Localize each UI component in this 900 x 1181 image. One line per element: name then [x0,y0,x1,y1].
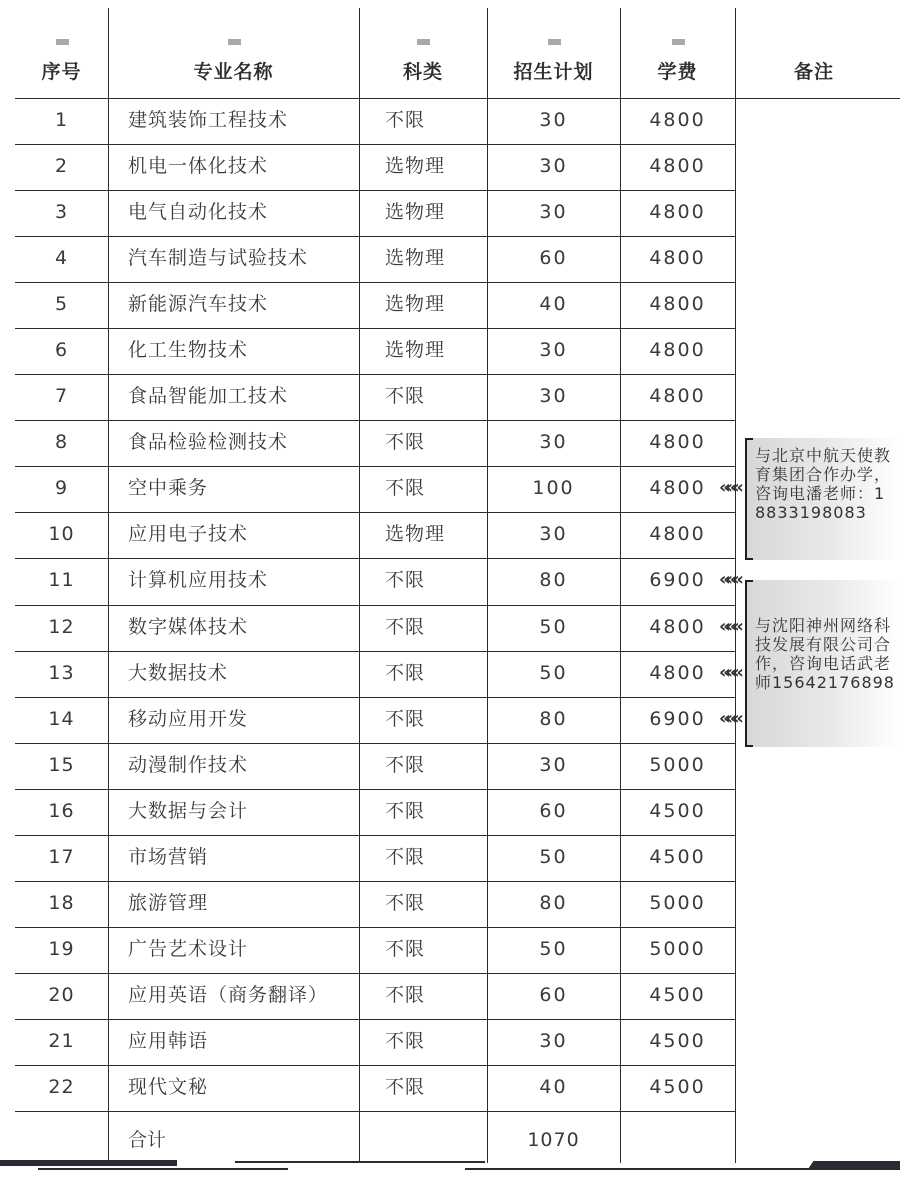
major-name: 动漫制作技术 [128,753,249,776]
remark-text: 与北京中航天使教育集团合作办学，咨询电潘老师：18833198083 [755,446,892,522]
subject-category: 不限 [385,661,426,684]
row-number: 20 [48,983,75,1006]
subject-category: 不限 [385,845,426,868]
enrollment-plan: 30 [539,109,568,131]
enrollment-plan: 30 [539,431,568,454]
subject-category: 不限 [385,799,426,822]
triple-chevron-left-icon: ««« [719,707,739,729]
major-name: 食品智能加工技术 [128,385,289,408]
tuition-fee: 4800 [649,339,706,362]
subject-category: 不限 [385,385,426,408]
enrollment-plan: 60 [539,983,568,1006]
remark-box-beijing [745,438,900,560]
tuition-fee: 4500 [649,1029,706,1052]
major-name: 现代文秘 [128,1075,209,1098]
header-remarks: 备注 [793,61,834,83]
decor-bar [38,1168,288,1170]
tuition-fee: 4800 [649,477,706,500]
tuition-fee: 6900 [649,569,706,592]
subject-category: 选物理 [385,247,446,270]
enrollment-plan: 80 [539,569,568,592]
header-marker-icon [548,39,561,45]
header-no: 序号 [15,0,108,98]
tuition-fee: 4800 [649,523,706,546]
enrollment-plan: 30 [539,155,568,178]
major-name: 移动应用开发 [128,707,249,730]
row-number: 7 [54,385,69,408]
remark-text: 与沈阳神州网络科技发展有限公司合作，咨询电话武老师15642176898 [755,616,895,692]
subject-category: 不限 [385,937,426,960]
table-row [0,374,900,420]
row-number: 22 [48,1075,75,1098]
major-name: 市场营销 [128,845,209,868]
major-name: 新能源汽车技术 [128,293,269,316]
header-marker-icon [56,39,69,45]
subject-category: 选物理 [385,523,446,546]
tuition-fee: 4500 [649,983,706,1006]
enrollment-plan: 60 [539,799,568,822]
major-name: 食品检验检测技术 [128,431,289,454]
major-name: 空中乘务 [128,477,209,500]
row-number: 11 [48,569,75,592]
enrollment-plan: 40 [539,293,568,316]
row-number: 15 [48,753,75,776]
row-number: 9 [54,477,69,500]
table-row [0,743,900,789]
major-name: 化工生物技术 [128,339,249,362]
subject-category: 不限 [385,477,426,500]
major-name: 计算机应用技术 [128,569,269,592]
triple-chevron-left-icon: ««« [719,477,739,499]
subject-category: 不限 [385,109,426,131]
enrollment-plan: 30 [539,339,568,362]
major-name: 广告艺术设计 [128,937,249,960]
row-number: 12 [48,615,75,638]
header-category: 科类 [359,0,487,98]
remark-box-shenyang [745,580,900,747]
bracket-icon [745,580,753,747]
bracket-icon [745,438,753,560]
row-number: 16 [48,799,75,822]
tuition-fee: 5000 [649,891,706,914]
major-name: 汽车制造与试验技术 [128,247,309,270]
subject-category: 不限 [385,1029,426,1052]
subject-category: 不限 [385,753,426,776]
row-number: 3 [54,201,69,224]
enrollment-plan: 30 [539,1029,568,1052]
tuition-fee: 4500 [649,799,706,822]
table-row [0,835,900,881]
table-row [0,328,900,374]
tuition-fee: 5000 [649,753,706,776]
subject-category: 选物理 [385,155,446,178]
major-name: 旅游管理 [128,891,209,914]
table-row [0,282,900,328]
decor-bar [235,1161,485,1163]
enrollment-plan: 50 [539,937,568,960]
major-name: 大数据技术 [128,661,229,684]
subject-category: 不限 [385,983,426,1006]
subject-category: 选物理 [385,293,446,316]
tuition-fee: 5000 [649,937,706,960]
subject-category: 不限 [385,1075,426,1098]
enrollment-plan: 50 [539,661,568,684]
row-number: 8 [54,431,69,454]
decor-bar [808,1161,900,1169]
tuition-fee: 6900 [649,707,706,730]
row-number: 6 [54,339,69,362]
table-row [0,973,900,1019]
table-row [0,1019,900,1065]
major-name: 应用电子技术 [128,523,249,546]
table-row [0,190,900,236]
major-name: 建筑装饰工程技术 [128,109,289,131]
subject-category: 不限 [385,431,426,454]
header-name: 专业名称 [108,0,359,98]
header-marker-icon [417,39,430,45]
table-row [0,927,900,973]
enrollment-plan: 60 [539,247,568,270]
subject-category: 选物理 [385,339,446,362]
row-number: 5 [54,293,69,316]
table-row [0,236,900,282]
tuition-fee: 4500 [649,1075,706,1098]
subject-category: 选物理 [385,201,446,224]
enrollment-plan: 30 [539,201,568,224]
tuition-fee: 4800 [649,385,706,408]
tuition-fee: 4800 [649,247,706,270]
tuition-fee: 4800 [649,431,706,454]
subject-category: 不限 [385,707,426,730]
row-number: 18 [48,891,75,914]
triple-chevron-left-icon: ««« [719,569,739,591]
major-name: 应用英语（商务翻译） [128,983,329,1006]
header-plan: 招生计划 [487,0,620,98]
table-row [0,98,900,144]
enrollment-plan: 80 [539,707,568,730]
total-plan: 1070 [527,1129,580,1151]
row-number: 19 [48,937,75,960]
enrollment-plan: 30 [539,753,568,776]
table-row [0,881,900,927]
decor-bar [0,1160,177,1166]
triple-chevron-left-icon: ««« [719,615,739,637]
row-number: 13 [48,661,75,684]
row-number: 1 [54,109,69,131]
major-name: 应用韩语 [128,1029,209,1052]
major-name: 大数据与会计 [128,799,249,822]
tuition-fee: 4800 [649,293,706,316]
header-fee: 学费 [620,0,735,98]
row-number: 14 [48,707,75,730]
total-label: 合计 [128,1129,167,1151]
enrollment-plan: 50 [539,615,568,638]
subject-category: 不限 [385,569,426,592]
table-row [0,144,900,190]
row-divider [15,1111,735,1112]
row-number: 4 [54,247,69,270]
tuition-fee: 4800 [649,615,706,638]
major-name: 电气自动化技术 [128,201,269,224]
triple-chevron-left-icon: ««« [719,661,739,683]
tuition-fee: 4800 [649,201,706,224]
header-marker-icon [672,39,685,45]
enrollment-plan: 30 [539,523,568,546]
table-row [0,1065,900,1111]
tuition-fee: 4800 [649,109,706,131]
header-marker-icon [228,39,241,45]
row-number: 10 [48,523,75,546]
enrollment-plan: 40 [539,1075,568,1098]
major-name: 数字媒体技术 [128,615,249,638]
row-number: 21 [48,1029,75,1052]
subject-category: 不限 [385,615,426,638]
enrollment-plan: 80 [539,891,568,914]
row-number: 2 [54,155,69,178]
subject-category: 不限 [385,891,426,914]
enrollment-plan: 100 [532,477,575,500]
row-number: 17 [48,845,75,868]
major-name: 机电一体化技术 [128,155,269,178]
tuition-fee: 4500 [649,845,706,868]
tuition-fee: 4800 [649,661,706,684]
table-row [0,789,900,835]
enrollment-plan: 50 [539,845,568,868]
tuition-fee: 4800 [649,155,706,178]
enrollment-plan: 30 [539,385,568,408]
